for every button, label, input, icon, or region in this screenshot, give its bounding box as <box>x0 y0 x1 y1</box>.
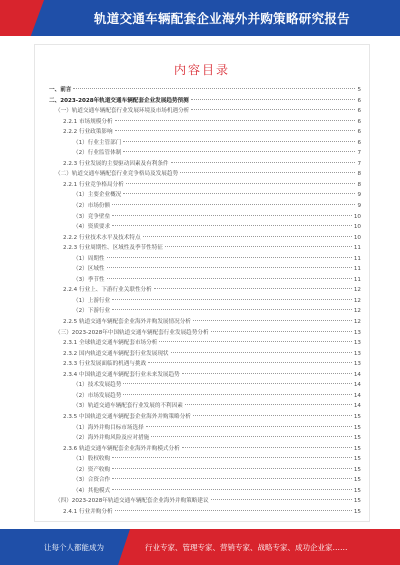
toc-entry-page: 7 <box>357 160 361 167</box>
toc-entry-label: 2.3.6 轨道交通车辆配套企业海外并购模式分析 <box>63 445 180 452</box>
toc-entry-page: 15 <box>353 487 361 494</box>
toc-entry[interactable] <box>49 243 361 254</box>
report-header-bar <box>0 0 400 36</box>
toc-leader-dots <box>115 130 356 131</box>
toc-entry-page: 11 <box>353 255 361 262</box>
toc-entry-label: 2.3.4 中国轨道交通车辆配套行业未来发展趋势 <box>63 371 180 378</box>
toc-entry[interactable] <box>49 454 361 465</box>
toc-entry-page: 14 <box>353 382 361 389</box>
toc-entry[interactable] <box>49 159 361 170</box>
toc-entry-label: 2.2.2 行业技术水平及技术特点 <box>63 234 141 241</box>
toc-leader-dots <box>112 309 352 310</box>
toc-leader-dots <box>193 320 352 321</box>
toc-entry[interactable] <box>49 401 361 412</box>
toc-entry[interactable] <box>49 285 361 296</box>
toc-entry-page: 15 <box>353 508 361 515</box>
toc-entry[interactable] <box>49 349 361 360</box>
toc-entry-page: 10 <box>353 224 361 231</box>
toc-leader-dots <box>185 404 352 405</box>
toc-entry-label: （一）轨道交通车辆配套行业发展环境及市场机遇分析 <box>55 108 190 115</box>
toc-entry-page: 6 <box>357 118 361 125</box>
toc-entry[interactable] <box>49 359 361 370</box>
toc-leader-dots <box>107 278 352 279</box>
toc-leader-dots <box>107 257 352 258</box>
header-red-stripe <box>0 0 44 36</box>
toc-entry-page: 15 <box>353 445 361 452</box>
toc-leader-dots <box>191 109 355 110</box>
toc-leader-dots <box>112 215 352 216</box>
toc-entry-page: 10 <box>353 213 361 220</box>
toc-page <box>34 44 370 522</box>
toc-entry[interactable] <box>49 106 361 117</box>
toc-entry-page: 13 <box>353 350 361 357</box>
toc-entry-label: 2.2.5 轨道交通车辆配套企业海外并购发展情况分析 <box>63 319 191 326</box>
toc-entry-label: 2.3.2 国内轨道交通车辆配套行业发展现状 <box>63 350 169 357</box>
toc-entry-label: 一、前言 <box>49 87 72 93</box>
toc-entry-page: 13 <box>353 340 361 347</box>
toc-entry-page: 9 <box>357 192 361 199</box>
toc-leader-dots <box>112 299 352 300</box>
toc-entry-page: 9 <box>357 203 361 210</box>
toc-entry-page: 6 <box>357 129 361 136</box>
toc-entry-label: （3）轨道交通车辆配套行业发展的不利因素 <box>73 403 183 410</box>
toc-entry[interactable] <box>49 190 361 201</box>
toc-entry-page: 15 <box>353 498 361 505</box>
toc-leader-dots <box>123 151 355 152</box>
toc-leader-dots <box>171 162 356 163</box>
toc-entry-label: （1）股权收购 <box>73 456 111 463</box>
toc-entry-page: 11 <box>353 266 361 273</box>
toc-entry[interactable] <box>49 444 361 455</box>
toc-entry-label: （3）竞争壁垒 <box>73 213 111 220</box>
toc-entry-page: 6 <box>357 108 361 115</box>
toc-entry-page: 6 <box>357 139 361 146</box>
toc-entry-page: 15 <box>353 435 361 442</box>
toc-entry-page: 11 <box>353 245 361 252</box>
toc-entry[interactable] <box>49 275 361 286</box>
toc-entry[interactable] <box>49 338 361 349</box>
toc-entry-label: （2）区域性 <box>73 266 105 273</box>
toc-leader-dots <box>146 426 352 427</box>
toc-entry-label: （3）合资合作 <box>73 477 111 484</box>
toc-entry-label: 2.2.3 行业周期性、区域性及季节性特征 <box>63 245 163 252</box>
toc-entry-label: （2）资产收购 <box>73 466 111 473</box>
toc-entry[interactable] <box>49 254 361 265</box>
toc-leader-dots <box>123 394 352 395</box>
toc-entry[interactable] <box>49 412 361 423</box>
toc-entry-label: （4）资质要求 <box>73 224 111 231</box>
footer-slogan-right: 行业专家、管理专家、营销专家、战略专家、成功企业家…… <box>145 543 348 552</box>
toc-entry-page: 12 <box>353 308 361 315</box>
toc-entry[interactable] <box>49 212 361 223</box>
toc-entry-label: 2.2.3 行业发展的主要驱动因素及有利条件 <box>63 160 169 167</box>
toc-entry-label: （4）其他模式 <box>73 487 111 494</box>
toc-entry[interactable] <box>49 264 361 275</box>
toc-entry-page: 6 <box>357 97 361 104</box>
toc-leader-dots <box>115 510 352 511</box>
toc-leader-dots <box>180 172 355 173</box>
toc-entry-page: 15 <box>353 477 361 484</box>
toc-leader-dots <box>191 99 356 100</box>
toc-entry-label: （3）季节性 <box>73 276 105 283</box>
toc-entry-page: 14 <box>353 403 361 410</box>
toc-entry-label: （2）海外并购风险及应对措施 <box>73 435 150 442</box>
toc-entry-page: 14 <box>353 371 361 378</box>
toc-entry-label: 2.2.1 市场规模分析 <box>63 118 113 125</box>
toc-entry[interactable] <box>49 328 361 339</box>
toc-leader-dots <box>112 225 352 226</box>
toc-leader-dots <box>126 183 356 184</box>
toc-leader-dots <box>171 352 352 353</box>
toc-entry[interactable] <box>49 180 361 191</box>
toc-entry[interactable] <box>49 296 361 307</box>
toc-leader-dots <box>112 478 352 479</box>
toc-leader-dots <box>112 204 355 205</box>
toc-leader-dots <box>143 236 352 237</box>
toc-entry-label: （1）周期性 <box>73 255 105 262</box>
toc-entry-page: 8 <box>357 181 361 188</box>
toc-entry[interactable] <box>49 138 361 149</box>
toc-entry-label: 2.2.2 行业政策影响 <box>63 129 113 136</box>
toc-entry[interactable] <box>49 96 361 107</box>
toc-entry[interactable] <box>49 148 361 159</box>
toc-entry-page: 15 <box>353 456 361 463</box>
toc-entry-page: 10 <box>353 234 361 241</box>
toc-entry-page: 14 <box>353 392 361 399</box>
toc-entry-label: （2）下游行业 <box>73 308 111 315</box>
toc-entry-page: 15 <box>353 424 361 431</box>
toc-leader-dots <box>182 373 352 374</box>
report-title: 轨道交通车辆配套企业海外并购策略研究报告 <box>93 11 350 26</box>
toc-entry[interactable] <box>49 201 361 212</box>
toc-leader-dots <box>154 288 352 289</box>
toc-entry-label: 2.3.1 全球轨道交通车辆配套市场分析 <box>63 340 158 347</box>
toc-entry-label: （三）2023-2028年中国轨道交通车辆配套行业发展趋势分析 <box>55 329 209 336</box>
toc-entry-page: 12 <box>353 319 361 326</box>
toc-title: 内容目录 <box>173 63 230 77</box>
toc-entry-label: （四）2023-2028年轨道交通车辆配套企业海外并购策略建议 <box>55 498 209 505</box>
toc-leader-dots <box>115 120 356 121</box>
toc-entry-label: （2）行业监管体制 <box>73 150 122 157</box>
toc-leader-dots <box>123 141 355 142</box>
toc-entry-label: （1）主要企业概况 <box>73 192 122 199</box>
toc-entry[interactable] <box>49 370 361 381</box>
toc-entry-label: （1）海外并购目标市场选择 <box>73 424 144 431</box>
toc-leader-dots <box>112 489 352 490</box>
toc-list <box>49 85 361 517</box>
toc-entry-label: （1）技术发展趋势 <box>73 382 122 389</box>
toc-entry-label: 2.3.5 中国轨道交通车辆配套企业海外并购策略分析 <box>63 413 191 420</box>
toc-leader-dots <box>211 499 352 500</box>
toc-leader-dots <box>148 362 352 363</box>
toc-entry[interactable] <box>49 465 361 476</box>
toc-entry[interactable] <box>49 306 361 317</box>
toc-leader-dots <box>73 88 355 89</box>
toc-entry-label: （1）行业主管部门 <box>73 139 122 146</box>
toc-entry-page: 7 <box>357 150 361 157</box>
toc-entry-label: 2.2.4 行业上、下游行业关联性分析 <box>63 287 152 294</box>
toc-entry-page: 13 <box>353 361 361 368</box>
toc-entry[interactable] <box>49 486 361 497</box>
toc-leader-dots <box>112 468 352 469</box>
toc-leader-dots <box>182 447 352 448</box>
toc-entry[interactable] <box>49 423 361 434</box>
toc-entry[interactable] <box>49 433 361 444</box>
toc-entry-label: （2）市场发展趋势 <box>73 392 122 399</box>
toc-entry-label: （1）上游行业 <box>73 297 111 304</box>
toc-entry-page: 15 <box>353 413 361 420</box>
toc-leader-dots <box>112 457 352 458</box>
toc-entry[interactable] <box>49 380 361 391</box>
toc-entry[interactable] <box>49 475 361 486</box>
toc-entry-label: 二、2023-2028年轨道交通车辆配套企业发展趋势预测 <box>49 97 189 104</box>
toc-leader-dots <box>159 341 352 342</box>
toc-entry[interactable] <box>49 507 361 518</box>
toc-entry[interactable] <box>49 85 361 96</box>
toc-entry-label: 2.2.1 行业竞争格局分析 <box>63 181 124 188</box>
toc-leader-dots <box>151 436 352 437</box>
toc-entry-page: 8 <box>357 171 361 178</box>
toc-leader-dots <box>107 267 352 268</box>
toc-entry[interactable] <box>49 222 361 233</box>
toc-entry[interactable] <box>49 233 361 244</box>
toc-leader-dots <box>123 383 352 384</box>
toc-leader-dots <box>211 331 352 332</box>
report-footer-bar <box>0 529 400 565</box>
toc-entry[interactable] <box>49 317 361 328</box>
toc-entry[interactable] <box>49 391 361 402</box>
toc-entry[interactable] <box>49 127 361 138</box>
toc-entry-page: 12 <box>353 297 361 304</box>
toc-entry-page: 13 <box>353 329 361 336</box>
toc-entry-page: 12 <box>353 287 361 294</box>
toc-entry-label: 2.3.3 行业发展面临的机遇与挑战 <box>63 361 147 368</box>
toc-leader-dots <box>165 246 352 247</box>
toc-entry-label: 2.4.1 行业并购分析 <box>63 508 113 515</box>
toc-leader-dots <box>123 193 355 194</box>
toc-entry-label: （2）市场份额 <box>73 203 111 210</box>
footer-slogan-left: 让每个人都能成为 <box>44 543 104 552</box>
toc-entry-label: （二）轨道交通车辆配套行业竞争格局及发展趋势 <box>55 171 179 178</box>
toc-entry-page: 5 <box>357 87 361 93</box>
toc-entry-page: 11 <box>353 276 361 283</box>
toc-leader-dots <box>193 415 352 416</box>
toc-entry[interactable] <box>49 117 361 128</box>
toc-entry-page: 15 <box>353 466 361 473</box>
toc-entry[interactable] <box>49 496 361 507</box>
toc-entry[interactable] <box>49 169 361 180</box>
